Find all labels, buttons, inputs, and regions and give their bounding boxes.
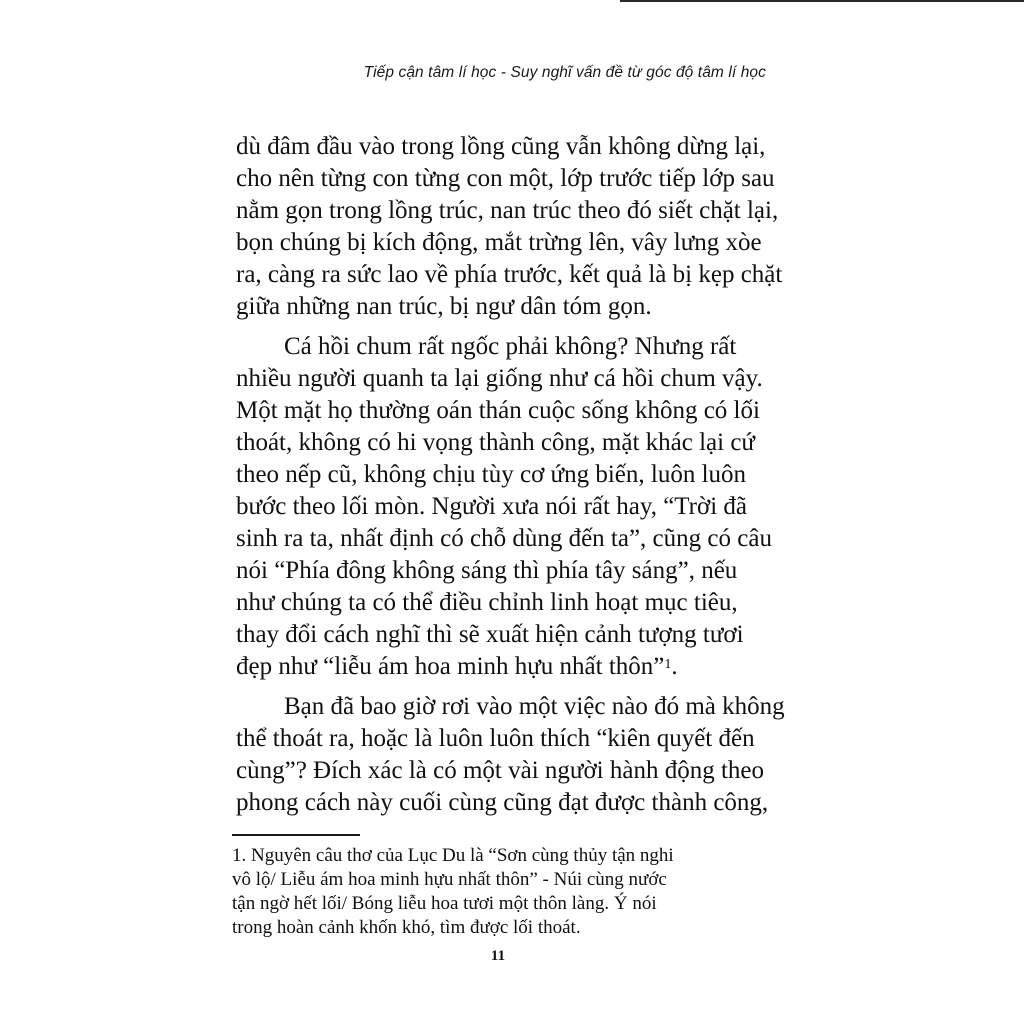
body-line: thoát, không có hi vọng thành công, mặt khác lại cứ [236,429,755,456]
body-line: bọn chúng bị kích động, mắt trừng lên, vây lưng xòe [236,229,762,256]
running-header: Tiếp cận tâm lí học - Suy nghĩ vấn đề từ góc độ tâm lí học [363,64,766,81]
sentence-period: . [671,653,678,680]
body-line: giữa những nan trúc, bị ngư dân tóm gọn. [236,293,652,320]
body-line: thay đổi cách nghĩ thì sẽ xuất hiện cảnh tượng tươi [236,621,744,648]
body-line: ra, càng ra sức lao về phía trước, kết quả là bị kẹp chặt [236,261,783,288]
body-line: cùng”? Đích xác là có một vài người hành động theo [236,757,765,784]
body-line: cho nên từng con từng con một, lớp trước tiếp lớp sau [236,165,775,192]
body-line: thể thoát ra, hoặc là luôn luôn thích “kiên quyết đến [236,725,755,752]
body-line: phong cách này cuối cùng cũng đạt được thành công, [236,789,769,816]
body-line: theo nếp cũ, không chịu tùy cơ ứng biến, luôn luôn [236,461,747,488]
body-line: nằm gọn trong lồng trúc, nan trúc theo đó siết chặt lại, [236,197,779,224]
body-line: nói “Phía đông không sáng thì phía tây sáng”, nếu [236,557,738,584]
body-line: dù đâm đầu vào trong lồng cũng vẫn không dừng lại, [236,133,766,160]
body-line-with-footnote-ref [236,652,678,682]
body-line: như chúng ta có thể điều chỉnh linh hoạt mục tiêu, [236,589,738,616]
footnote-reference: 1 [664,657,672,672]
footnote-line: vô lộ/ Liễu ám hoa minh hựu nhất thôn” - Núi cùng nước [232,869,667,890]
footnote-line: 1. Nguyên câu thơ của Lục Du là “Sơn cùng thủy tận nghi [232,845,674,866]
top-edge-rule [620,0,1024,2]
body-line: nhiều người quanh ta lại giống như cá hồi chum vậy. [236,365,763,392]
paragraph-first-line: Cá hồi chum rất ngốc phải không? Nhưng rất [284,333,737,360]
paragraph-first-line: Bạn đã bao giờ rơi vào một việc nào đó mà không [284,693,785,720]
body-line: Một mặt họ thường oán thán cuộc sống không có lối [236,397,760,424]
body-line-text: đẹp như “liễu ám hoa minh hựu nhất thôn” [236,653,665,680]
footnote-separator [232,834,360,836]
body-line: sinh ra ta, nhất định có chỗ dùng đến ta”, cũng có câu [236,525,772,552]
page-number: 11 [490,948,506,964]
footnote-line: tận ngờ hết lối/ Bóng liễu hoa tươi một thôn làng. Ý nói [232,893,657,914]
body-line: bước theo lối mòn. Người xưa nói rất hay, “Trời đã [236,493,748,520]
footnote-line: trong hoàn cảnh khốn khó, tìm được lối thoát. [232,917,581,938]
